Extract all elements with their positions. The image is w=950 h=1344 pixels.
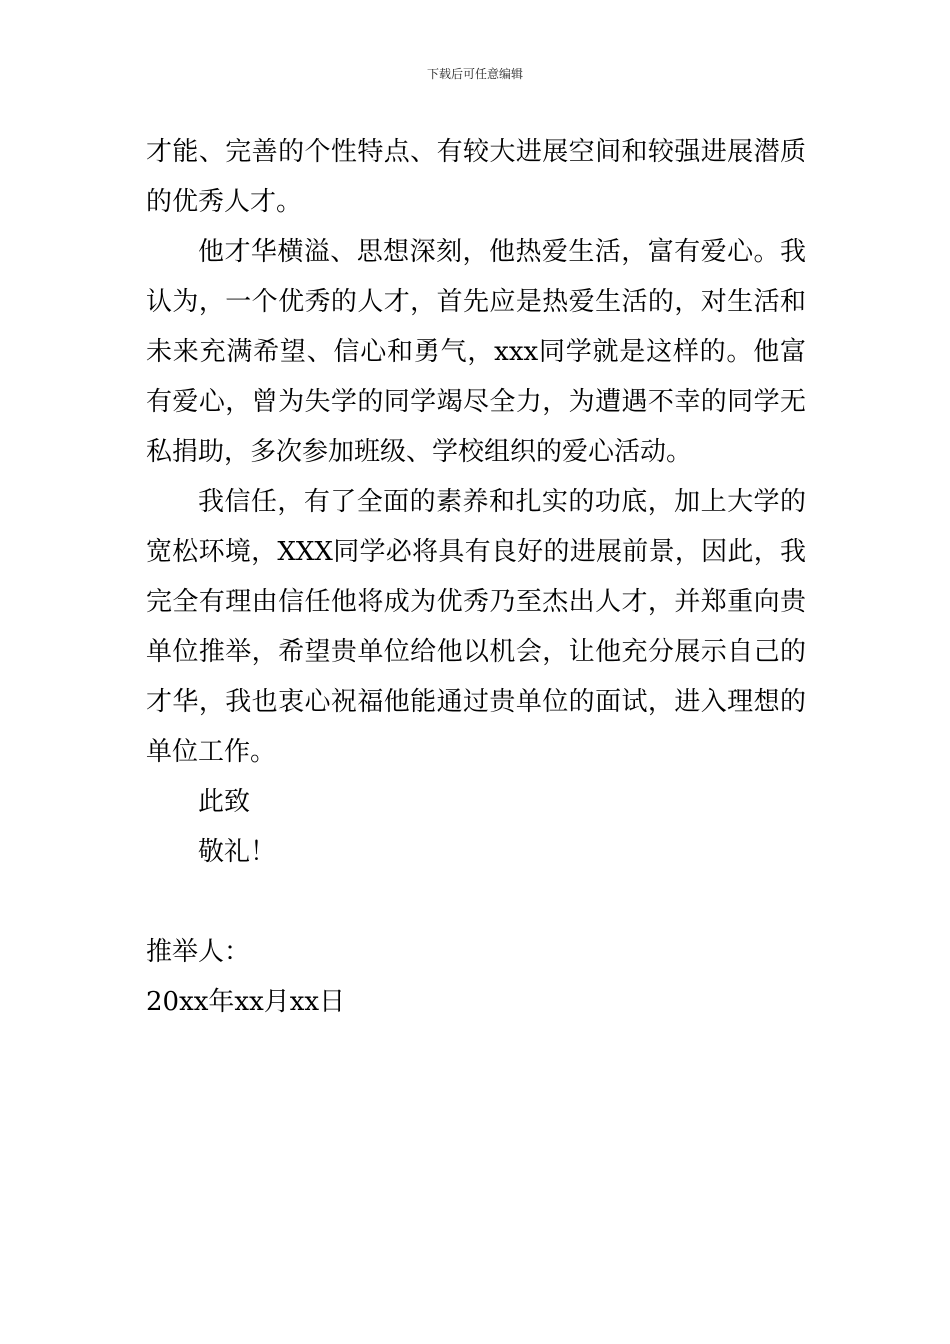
- paragraph-continuation: 才能、完善的个性特点、有较大进展空间和较强进展潜质的优秀人才。: [146, 137, 806, 217]
- blank-line: [146, 877, 806, 927]
- closing-salutation: 此致: [198, 787, 251, 817]
- letter-date: 20xx年xx月xx日: [146, 987, 346, 1017]
- paragraph-character: 他才华横溢、思想深刻，他热爱生活，富有爱心。我认为，一个优秀的人才，首先应是热爱生活的，对生活和未来充满希望、信心和勇气，xxx同学就是这样的。他富有爱心，曾为失学的同学竭尽全力，为遭遇不幸的同学无私捐助，多次参加班级、学校组织的爱心活动。: [146, 237, 806, 467]
- letter-body: [146, 127, 806, 1027]
- signature-label: 推举人：: [146, 937, 251, 967]
- paragraph-recommendation: 我信任，有了全面的素养和扎实的功底，加上大学的宽松环境，XXX同学必将具有良好的进展前景，因此，我完全有理由信任他将成为优秀乃至杰出人才，并郑重向贵单位推举，希望贵单位给他以机会，让他充分展示自己的才华，我也衷心祝福他能通过贵单位的面试，进入理想的单位工作。: [146, 487, 806, 767]
- closing-regards: 敬礼！: [198, 837, 277, 867]
- header-note: 下载后可任意编辑: [426, 67, 523, 81]
